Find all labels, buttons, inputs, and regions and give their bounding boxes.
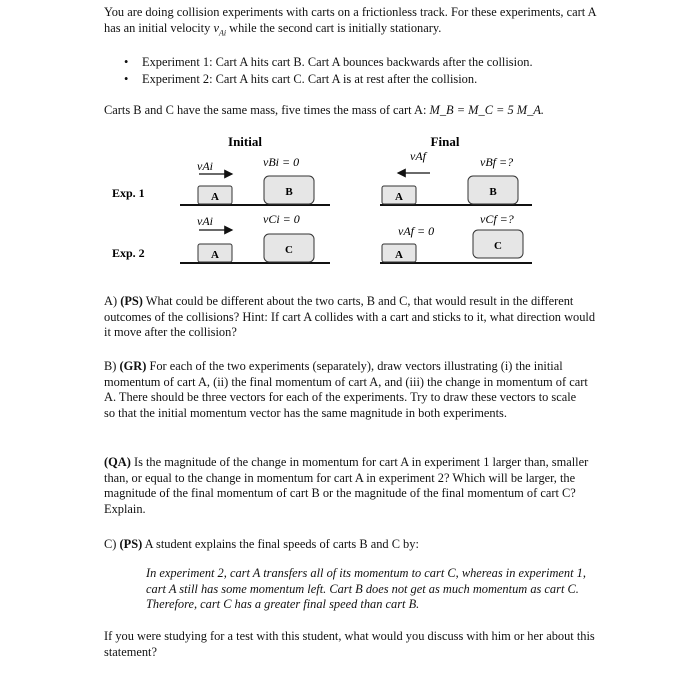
exp2-vai-label: vAi [197,214,213,228]
question-qa-tag: (QA) [104,455,131,469]
closing-question: If you were studying for a test with this student, what would you discuss with him or her about this statement? [104,629,595,659]
final-header: Final [430,134,460,149]
exp2-vaf-label: vAf = 0 [398,224,435,238]
experiment-2-text: Experiment 2: Cart A hits cart C. Cart A is at rest after the collision. [142,71,478,86]
exp1-vbi-label: vBi = 0 [263,155,300,169]
question-a-tag: (PS) [120,294,143,308]
question-c-text: A student explains the final speeds of carts B and C by: [142,537,419,551]
exp1-vbf-label: vBf =? [480,155,514,169]
exp2-final-cart-c-label: C [494,240,502,252]
collision-diagram [0,130,700,270]
exp1-vaf-label: vAf [410,149,426,163]
question-a-text: What could be different about the two carts, B and C, that would result in the different outcomes of the collisions? Hint: If cart A collides with a cart and sticks to it, what direction would it move after the collision? [104,294,596,340]
mass-relation [104,103,624,119]
exp2-vci-label: vCi = 0 [263,212,300,226]
mass-equation: M_B = M_C = 5 M_A. [429,103,544,117]
intro-paragraph [104,5,604,41]
bullet-icon: • [124,55,129,69]
question-c-prefix: C) [104,537,120,551]
initial-header: Initial [228,134,262,149]
exp2-final-cart-a-label: A [395,249,403,261]
exp2-label: Exp. 2 [112,246,145,260]
question-a-prefix: A) [104,294,121,308]
mass-relation-text: Carts B and C have the same mass, five times the mass of cart A: [104,103,430,117]
question-c [104,537,604,553]
vai-subscript: Ai [218,28,227,38]
student-quote: In experiment 2, cart A transfers all of its momentum to cart C, whereas in experiment 1, cart A still has some momentum left. Cart B does not get as much momentum as cart C. Therefore, cart C has a greater final speed than cart B. [146,566,586,612]
list-item [124,71,604,88]
vai-symbol: v [213,20,219,35]
question-qa-text: Is the magnitude of the change in momentum for cart A in experiment 1 larger than, smaller than, or equal to the change in momentum for cart A in experiment 2? Which will be larger, the magnitude of the final momentum of cart B or the magnitude of the final momentum of cart C? Explain. [104,455,589,516]
exp2-initial-cart-a-label: A [211,249,219,261]
question-b [104,359,590,421]
exp1-vai-label: vAi [197,159,213,173]
list-item [124,54,604,71]
question-a [104,294,596,341]
exp1-initial-cart-a-label: A [211,191,219,203]
exp2-vcf-label: vCf =? [480,212,514,226]
intro-text-before: You are doing collision experiments with carts on a frictionless track. For these experiments, cart A has an initial velocity [104,5,596,35]
experiment-list [124,54,604,87]
intro-text-after: while the second cart is initially stationary. [226,20,442,35]
exp1-final-cart-b-label: B [489,186,497,198]
question-qa [104,455,604,517]
question-b-text: For each of the two experiments (separately), draw vectors illustrating (i) the initial momentum of cart A, (ii) the final momentum of cart A, and (iii) the change in momentum of cart A. There should be three vectors for each of the experiments. Try to draw these vectors to scale so that the initial momentum vector has the same magnitude in both experiments. [104,359,588,420]
bullet-icon: • [124,71,129,86]
experiment-1-text: Experiment 1: Cart A hits cart B. Cart A bounces backwards after the collision. [142,55,533,69]
question-b-prefix: B) [104,359,120,373]
exp2-initial-cart-c-label: C [285,244,293,256]
exp1-final-cart-a-label: A [395,191,403,203]
question-b-tag: (GR) [119,359,147,373]
exp1-initial-cart-b-label: B [285,186,293,198]
exp1-label: Exp. 1 [112,186,145,200]
question-c-tag: (PS) [119,537,143,551]
